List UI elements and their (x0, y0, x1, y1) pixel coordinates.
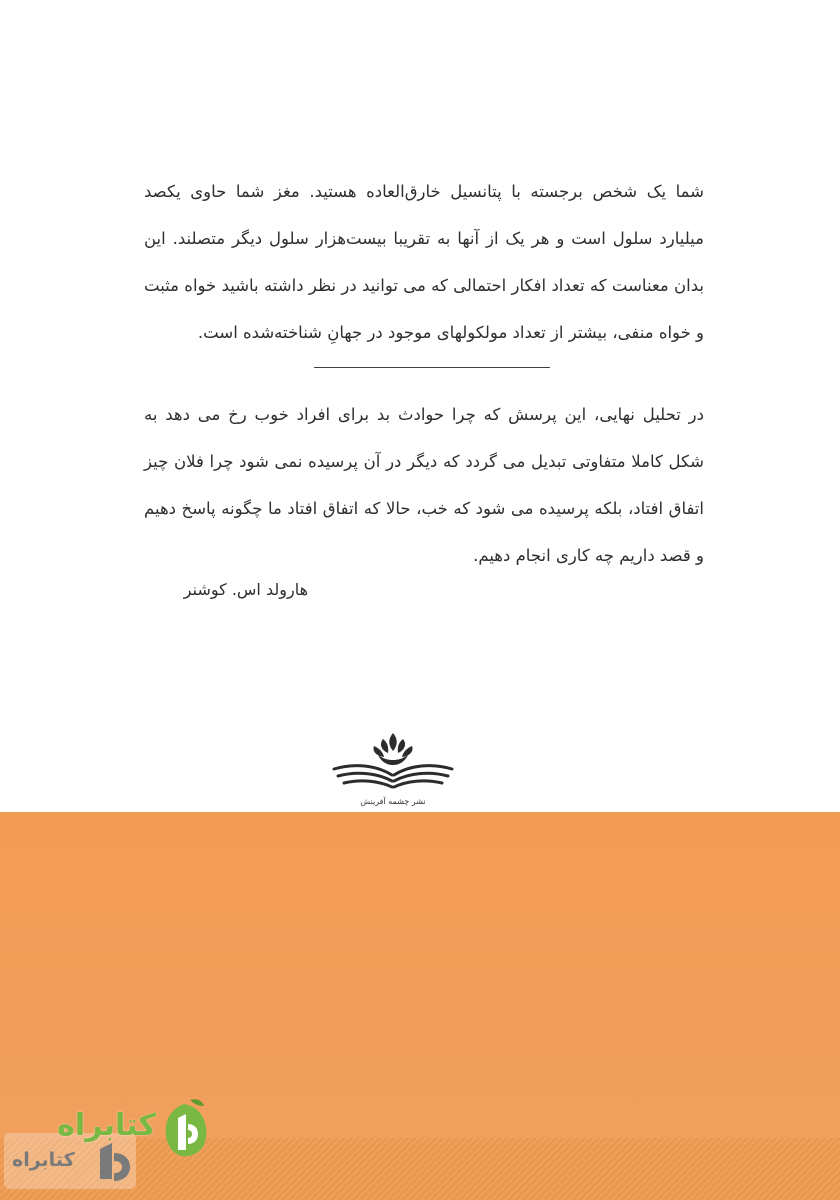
author-name: هارولد اس. کوشنر (183, 580, 308, 599)
watermark-text: کتابراه (57, 1108, 156, 1143)
leaf-k-logo-icon (158, 1096, 210, 1162)
watermark-main (40, 1096, 210, 1162)
publisher-name: نشر چشمه آفرینش (360, 797, 426, 806)
quote-paragraph: در تحلیل نهایی، این پرسش که چرا حوادث بد برای افراد خوب رخ می دهد به شکل کاملا متفاوتی تبدیل می گردد که دیگر در آن پرسیده نمی شود چرا فلان چیز اتفاق افتاد، بلکه پرسیده می شود که خب، حالا که اتفاق افتاد ما چگونه پاسخ دهیم و قصد داریم چه کاری انجام دهیم. (144, 405, 704, 565)
book-lotus-logo-icon (324, 731, 462, 793)
intro-paragraph: شما یک شخص برجسته با پتانسیل خارق‌العاده هستید. مغز شما حاوی یکصد میلیارد سلول است و هر یک از آنها به تقریبا بیست‌هزار سلول دیگر متصلند. این بدان معناست که تعداد افکار احتمالی که می توانید در نظر داشته باشید خواه مثبت و خواه منفی، بیشتر از تعداد مولکولهای موجود در جهانِ شناخته‌شده است. (144, 182, 704, 342)
watermark-small-text: کتابراه (12, 1149, 75, 1171)
section-divider (314, 367, 550, 368)
ketabrah-watermark (0, 1096, 220, 1200)
